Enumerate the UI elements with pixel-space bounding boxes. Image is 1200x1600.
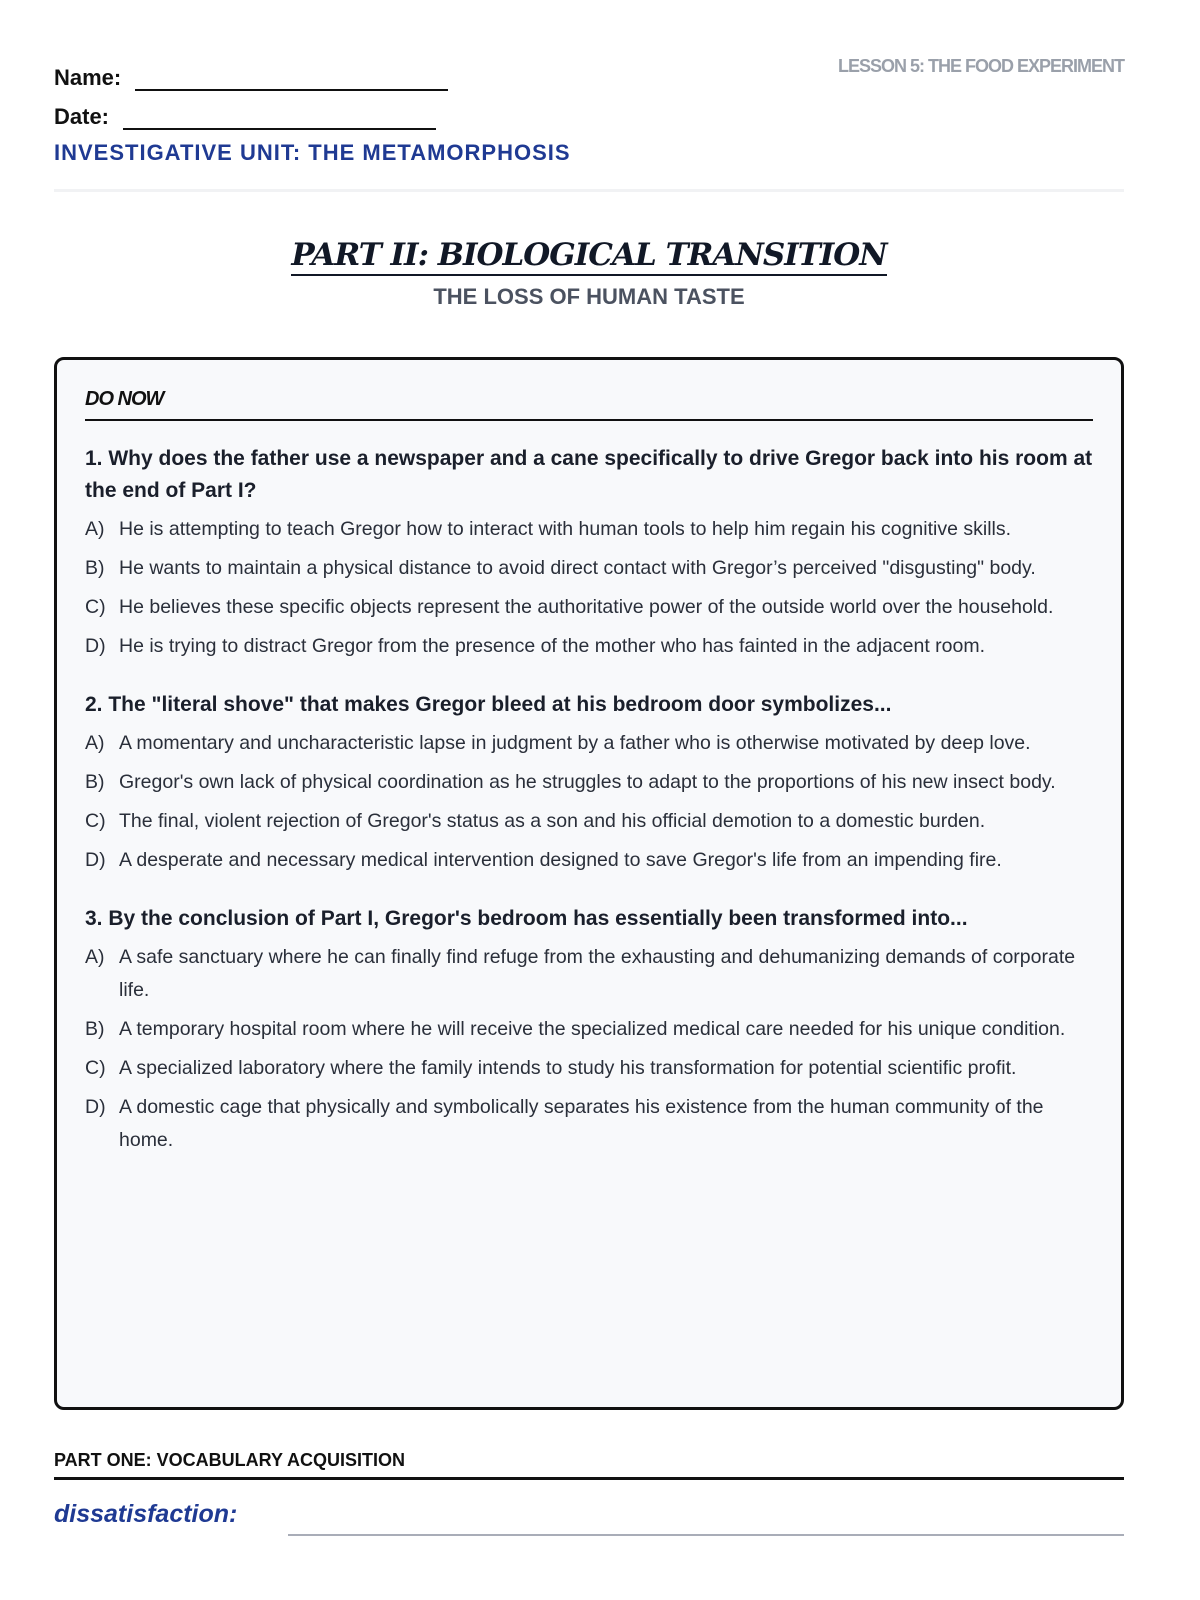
vocab-answer-line[interactable] (288, 1534, 1124, 1536)
option-text: He is attempting to teach Gregor how to interact with human tools to help him regain his cognitive skills. (119, 518, 1012, 540)
name-label: Name: (54, 65, 122, 90)
question-list (85, 443, 1093, 1157)
worksheet-header (54, 52, 1124, 166)
option-letter: D) (85, 635, 106, 657)
option-letter: A) (85, 946, 105, 968)
option-text: The final, violent rejection of Gregor's status as a son and his official demotion to a domestic burden. (119, 810, 986, 832)
answer-option[interactable] (85, 591, 1093, 624)
section-heading: PART ONE: VOCABULARY ACQUISITION (54, 1450, 1124, 1480)
option-text: He wants to maintain a physical distance to avoid direct contact with Gregor’s perceived "disgusting" body. (119, 557, 1036, 579)
option-text: A desperate and necessary medical intervention designed to save Gregor's life from an impending fire. (119, 849, 1002, 871)
answer-option[interactable] (85, 1013, 1093, 1046)
option-text: Gregor's own lack of physical coordination as he struggles to adapt to the proportions of his new insect body. (119, 771, 1056, 793)
title-block (0, 236, 1178, 310)
option-letter: C) (85, 1057, 106, 1079)
unit-title: INVESTIGATIVE UNIT: THE METAMORPHOSIS (54, 140, 571, 165)
option-letter: B) (85, 557, 105, 579)
option-text: A domestic cage that physically and symbolically separates his existence from the human community of the home. (119, 1096, 1044, 1151)
date-field[interactable] (54, 91, 1124, 130)
option-letter: D) (85, 1096, 106, 1118)
date-label: Date: (54, 104, 110, 129)
divider (54, 189, 1124, 192)
answer-option[interactable] (85, 1052, 1093, 1085)
option-text: A specialized laboratory where the family intends to study his transformation for potential scientific profit. (119, 1057, 1017, 1079)
answer-option[interactable] (85, 766, 1093, 799)
answer-option[interactable] (85, 805, 1093, 838)
question-text: 3. By the conclusion of Part I, Gregor's bedroom has essentially been transformed into... (85, 907, 968, 930)
page-subtitle: THE LOSS OF HUMAN TASTE (433, 284, 745, 309)
lesson-label: LESSON 5: THE FOOD EXPERIMENT (837, 56, 1124, 76)
name-line[interactable] (135, 65, 448, 91)
option-text: He believes these specific objects represent the authoritative power of the outside world over the household. (119, 596, 1054, 618)
answer-option[interactable] (85, 513, 1093, 546)
option-text: He is trying to distract Gregor from the presence of the mother who has fainted in the adjacent room. (119, 635, 986, 657)
option-letter: A) (85, 518, 105, 540)
option-text: A safe sanctuary where he can finally find refuge from the exhausting and dehumanizing demands of corporate life. (119, 946, 1076, 1001)
option-text: A temporary hospital room where he will receive the specialized medical care needed for his unique condition. (119, 1018, 1066, 1040)
option-letter: A) (85, 732, 105, 754)
do-now-label: DO NOW (85, 388, 1093, 421)
answer-option[interactable] (85, 727, 1093, 760)
date-line[interactable] (123, 104, 436, 130)
answer-option[interactable] (85, 630, 1093, 663)
question-text: 1. Why does the father use a newspaper and a cane specifically to drive Gregor back into his room at the end of Part I? (85, 447, 1093, 502)
option-letter: C) (85, 810, 106, 832)
option-letter: D) (85, 849, 106, 871)
question-text: 2. The "literal shove" that makes Gregor bleed at his bedroom door symbolizes... (85, 693, 892, 716)
option-letter: B) (85, 1018, 105, 1040)
option-letter: C) (85, 596, 106, 618)
answer-option[interactable] (85, 552, 1093, 585)
answer-option[interactable] (85, 1091, 1093, 1157)
do-now-box (54, 357, 1124, 1410)
option-letter: B) (85, 771, 105, 793)
page-title: PART II: BIOLOGICAL TRANSITION (291, 236, 886, 276)
answer-option[interactable] (85, 941, 1093, 1007)
vocab-term: dissatisfaction: (54, 1500, 238, 1528)
answer-option[interactable] (85, 844, 1093, 877)
option-text: A momentary and uncharacteristic lapse in judgment by a father who is otherwise motivated by deep love. (119, 732, 1031, 754)
